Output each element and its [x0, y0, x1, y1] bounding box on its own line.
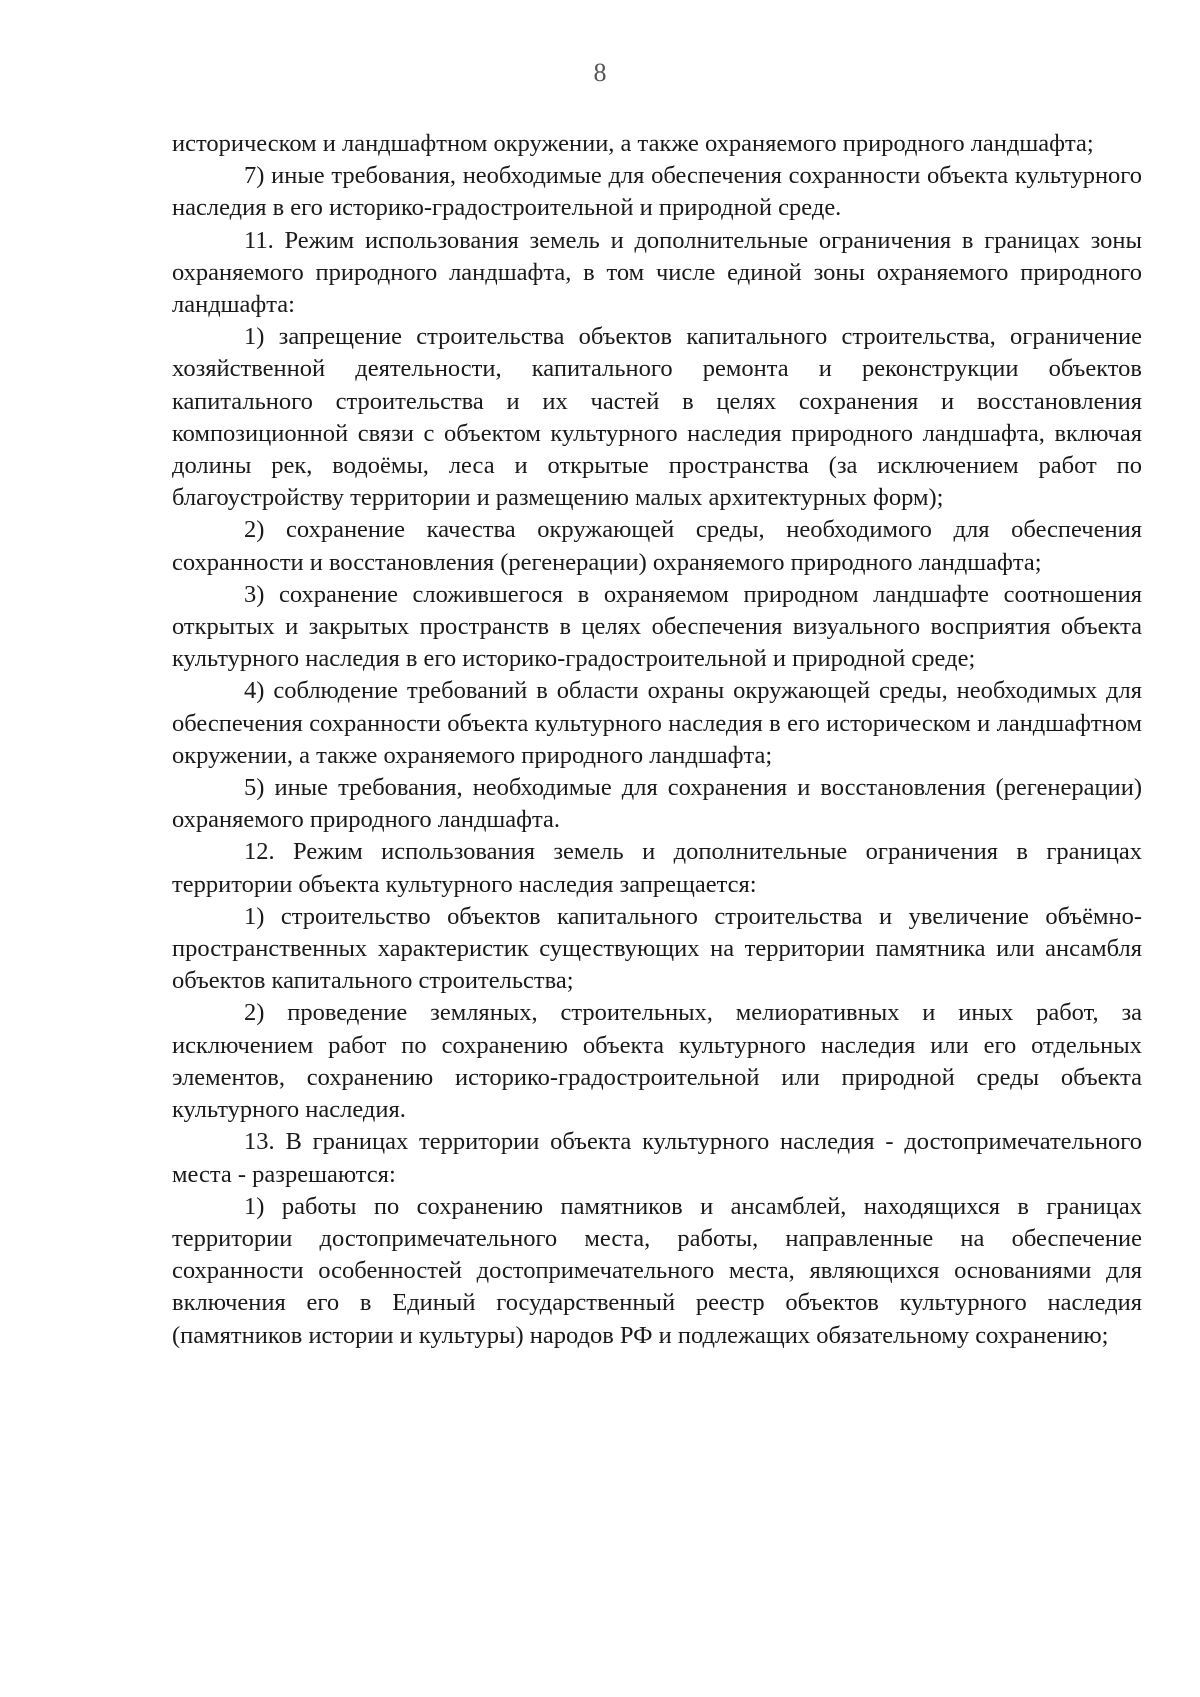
section-11-item-2: 2) сохранение качества окружающей среды, необходимого для обеспечения сохранности и восстановления (регенерации) охраняемого природного ландшафта;	[172, 516, 1142, 576]
section-11-item-5: 5) иные требования, необходимые для сохранения и восстановления (регенерации) охраняемого природного ландшафта.	[172, 774, 1142, 834]
section-13-item-1: 1) работы по сохранению памятников и ансамблей, находящихся в границах территории достопримечательного места, работы, направленные на обеспечение сохранности особенностей достопримечательного места, являющихся основаниями для включения его в Единый государственный реестр объектов культурного наследия (памятников истории и культуры) народов РФ и подлежащих обязательному сохранению;	[172, 1192, 1142, 1349]
section-11-heading: 11. Режим использования земель и дополнительные ограничения в границах зоны охраняемого природного ландшафта, в том числе единой зоны охраняемого природного ландшафта:	[172, 226, 1142, 319]
document-body	[172, 128, 1142, 1352]
section-11-item-4: 4) соблюдение требований в области охраны окружающей среды, необходимых для обеспечения сохранности объекта культурного наследия в его историческом и ландшафтном окружении, а также охраняемого природного ландшафта;	[172, 677, 1142, 769]
section-11-item-1: 1) запрещение строительства объектов капитального строительства, ограничение хозяйственной деятельности, капитального ремонта и реконструкции объектов капитального строительства и их частей в целях сохранения и восстановления композиционной связи с объектом культурного наследия природного ландшафта, включая долины рек, водоёмы, леса и открытые пространства (за исключением работ по благоустройству территории и размещению малых архитектурных форм);	[172, 323, 1142, 512]
section-13-heading: 13. В границах территории объекта культурного наследия - достопримечательного места - разрешаются:	[172, 1128, 1142, 1188]
list-item-7-requirements: 7) иные требования, необходимые для обеспечения сохранности объекта культурного наследия в его историко-градостроительной и природной среде.	[172, 162, 1142, 222]
paragraph-continuation: историческом и ландшафтном окружении, а также охраняемого природного ландшафта;	[172, 130, 1094, 157]
section-11-item-3: 3) сохранение сложившегося в охраняемом природном ландшафте соотношения открытых и закрытых пространств в целях обеспечения визуального восприятия объекта культурного наследия в его историко-градостроительной и природной среде;	[172, 580, 1142, 673]
section-12-item-2: 2) проведение земляных, строительных, мелиоративных и иных работ, за исключением работ по сохранению объекта культурного наследия или его отдельных элементов, сохранению историко-градостроительной или природной среды объекта культурного наследия.	[172, 999, 1142, 1124]
section-12-item-1: 1) строительство объектов капитального строительства и увеличение объёмно-пространственных характеристик существующих на территории памятника или ансамбля объектов капитального строительства;	[172, 902, 1142, 995]
section-12-heading: 12. Режим использования земель и дополнительные ограничения в границах территории объекта культурного наследия запрещается:	[172, 838, 1142, 898]
page-number: 8	[593, 58, 607, 87]
